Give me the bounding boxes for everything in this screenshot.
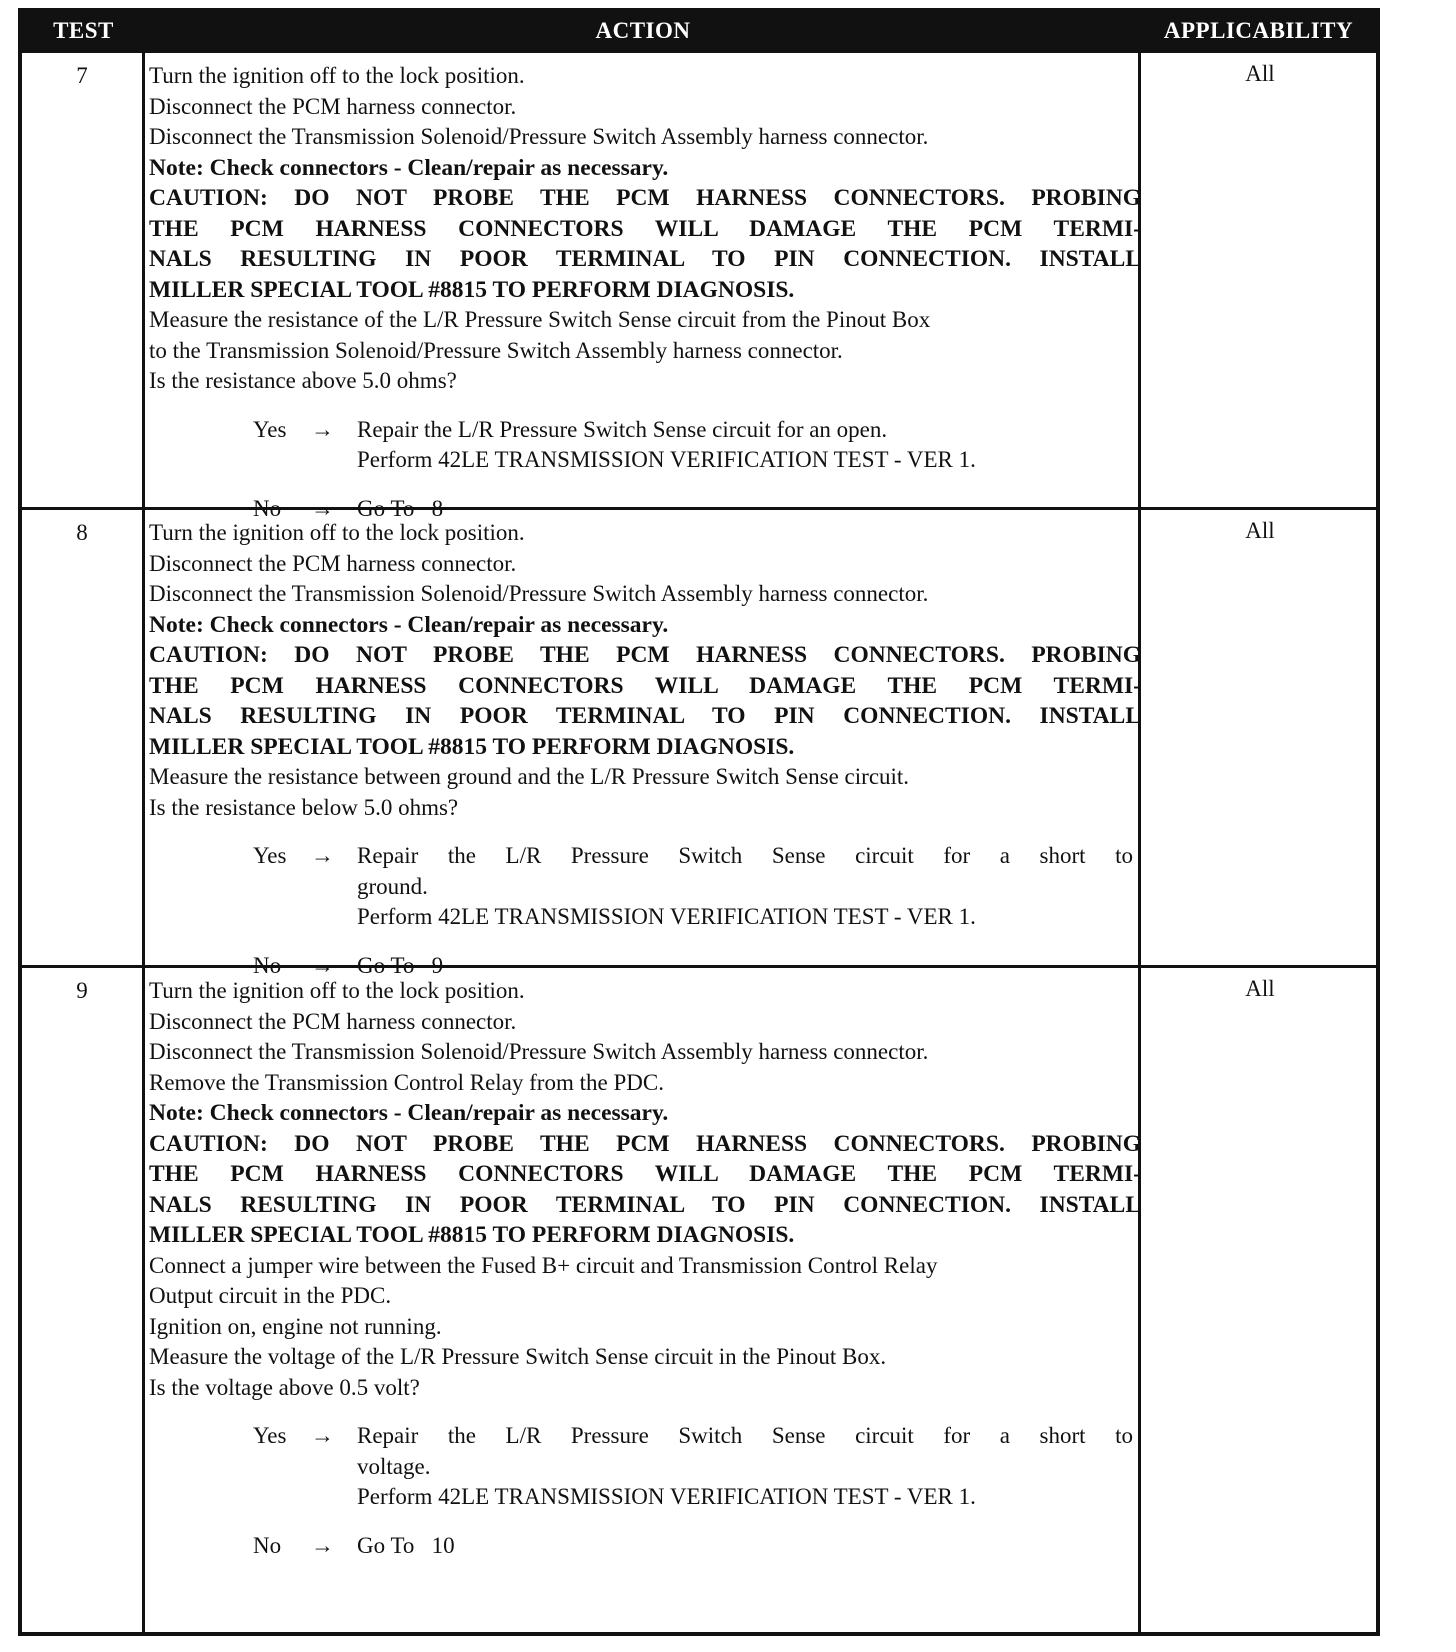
caution-text: THE PCM HARNESS CONNECTORS WILL DAMAGE THE PCM TERMI- <box>149 1161 1141 1187</box>
caution-text: NALS RESULTING IN POOR TERMINAL TO PIN CONNECTION. INSTALL <box>149 703 1141 729</box>
action-step: Disconnect the Transmission Solenoid/Pressure Switch Assembly harness connector. <box>149 124 929 149</box>
measure-step: Measure the resistance of the L/R Pressure Switch Sense circuit from the Pinout Box <box>149 307 931 332</box>
arrow-right-icon: → <box>311 1532 334 1558</box>
yes-response <box>253 841 1133 933</box>
yes-text: Perform 42LE TRANSMISSION VERIFICATION TEST - VER 1. <box>357 1484 976 1509</box>
goto-text: Go To 8 <box>357 495 444 521</box>
measure-step: Is the resistance above 5.0 ohms? <box>149 368 457 393</box>
action-cell <box>149 518 1141 981</box>
header-action: ACTION <box>145 12 1141 50</box>
header-applicability: APPLICABILITY <box>1141 12 1376 50</box>
goto-text: Go To 9 <box>357 952 444 978</box>
applicability-value: All <box>1245 976 1275 1001</box>
note-text: Note: Check connectors - Clean/repair as necessary. <box>149 154 669 181</box>
table-row <box>22 965 1376 1632</box>
yes-response <box>253 415 1133 476</box>
yes-text: ground. <box>357 873 428 899</box>
measure-step: Ignition on, engine not running. <box>149 1313 442 1339</box>
caution-text: NALS RESULTING IN POOR TERMINAL TO PIN CONNECTION. INSTALL <box>149 246 1141 272</box>
yes-text: Repair the L/R Pressure Switch Sense circuit for a short to <box>357 843 1133 868</box>
arrow-right-icon: → <box>311 843 334 868</box>
measure-step: Is the resistance below 5.0 ohms? <box>149 794 459 820</box>
measure-step: Is the voltage above 0.5 volt? <box>149 1374 420 1400</box>
caution-text: THE PCM HARNESS CONNECTORS WILL DAMAGE THE PCM TERMI- <box>149 215 1141 242</box>
applicability-value: All <box>1245 518 1275 543</box>
caution-text: MILLER SPECIAL TOOL #8815 TO PERFORM DIAGNOSIS. <box>149 1222 795 1248</box>
action-step: Disconnect the PCM harness connector. <box>149 1008 517 1034</box>
measure-step: Connect a jumper wire between the Fused B+ circuit and Transmission Control Relay <box>149 1252 938 1278</box>
action-step: Turn the ignition off to the lock position. <box>149 520 525 545</box>
note-text: Note: Check connectors - Clean/repair as necessary. <box>149 1100 669 1126</box>
arrow-right-icon: → <box>311 1423 334 1448</box>
action-step: Disconnect the PCM harness connector. <box>149 93 517 119</box>
arrow-right-icon: → <box>311 952 334 978</box>
action-step: Disconnect the Transmission Solenoid/Pressure Switch Assembly harness connector. <box>149 1039 929 1064</box>
table-row <box>22 507 1376 978</box>
goto-text: Go To 10 <box>357 1532 455 1558</box>
measure-step: Output circuit in the PDC. <box>149 1283 392 1308</box>
caution-text: MILLER SPECIAL TOOL #8815 TO PERFORM DIAGNOSIS. <box>149 733 795 760</box>
arrow-right-icon: → <box>311 495 334 521</box>
yes-response <box>253 1421 1133 1513</box>
test-number: 8 <box>76 520 88 545</box>
no-label: No <box>253 495 282 521</box>
test-number: 7 <box>76 63 88 88</box>
yes-label: Yes <box>253 416 287 442</box>
yes-label: Yes <box>253 843 287 868</box>
header-test: TEST <box>22 12 145 50</box>
caution-text: THE PCM HARNESS CONNECTORS WILL DAMAGE THE PCM TERMI- <box>149 672 1141 699</box>
action-step: Turn the ignition off to the lock position. <box>149 978 525 1003</box>
yes-text: Repair the L/R Pressure Switch Sense circuit for an open. <box>357 416 888 442</box>
action-step: Disconnect the Transmission Solenoid/Pressure Switch Assembly harness connector. <box>149 581 929 606</box>
yes-text: Perform 42LE TRANSMISSION VERIFICATION TEST - VER 1. <box>357 447 976 472</box>
measure-step: to the Transmission Solenoid/Pressure Switch Assembly harness connector. <box>149 337 843 363</box>
action-step: Turn the ignition off to the lock position. <box>149 63 525 88</box>
caution-text: CAUTION: DO NOT PROBE THE PCM HARNESS CONNECTORS. PROBING <box>149 642 1141 668</box>
applicability-value: All <box>1245 61 1275 86</box>
table-row <box>22 50 1376 521</box>
action-step: Remove the Transmission Control Relay from the PDC. <box>149 1069 664 1095</box>
diagnostic-test-table <box>18 8 1380 1636</box>
caution-text: CAUTION: DO NOT PROBE THE PCM HARNESS CONNECTORS. PROBING <box>149 185 1141 211</box>
yes-text: Perform 42LE TRANSMISSION VERIFICATION TEST - VER 1. <box>357 904 976 929</box>
action-cell <box>149 61 1141 524</box>
yes-text: Repair the L/R Pressure Switch Sense circuit for a short to <box>357 1423 1133 1448</box>
caution-text: NALS RESULTING IN POOR TERMINAL TO PIN CONNECTION. INSTALL <box>149 1191 1141 1218</box>
test-number: 9 <box>76 978 88 1003</box>
arrow-right-icon: → <box>311 416 334 442</box>
no-response <box>253 1531 1133 1562</box>
measure-step: Measure the resistance between ground and the L/R Pressure Switch Sense circuit. <box>149 764 910 789</box>
action-step: Disconnect the PCM harness connector. <box>149 550 517 576</box>
no-label: No <box>253 952 282 978</box>
yes-label: Yes <box>253 1423 287 1448</box>
no-label: No <box>253 1532 282 1558</box>
note-text: Note: Check connectors - Clean/repair as necessary. <box>149 611 669 638</box>
caution-text: CAUTION: DO NOT PROBE THE PCM HARNESS CONNECTORS. PROBING <box>149 1130 1141 1157</box>
yes-text: voltage. <box>357 1453 431 1479</box>
action-cell <box>149 976 1141 1561</box>
caution-text: MILLER SPECIAL TOOL #8815 TO PERFORM DIAGNOSIS. <box>149 276 795 303</box>
measure-step: Measure the voltage of the L/R Pressure Switch Sense circuit in the Pinout Box. <box>149 1344 887 1369</box>
